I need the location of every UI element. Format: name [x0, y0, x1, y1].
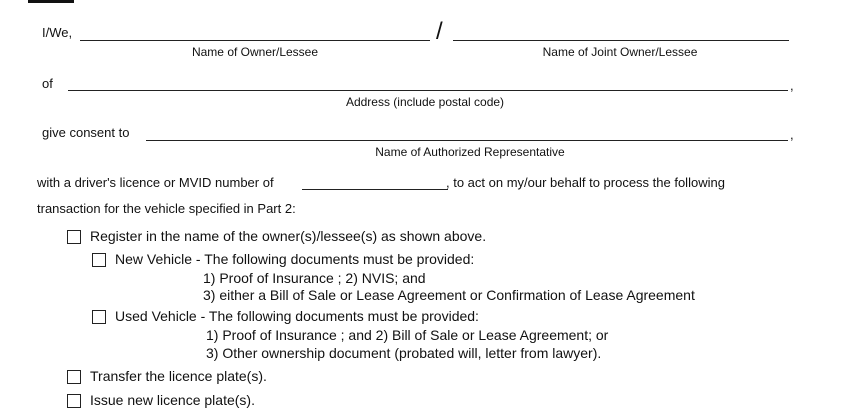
address-comma: ,	[790, 78, 794, 93]
iwe-label: I/We,	[42, 25, 73, 40]
used-vehicle-label: Used Vehicle - The following documents must be provided:	[115, 308, 479, 324]
slash-separator: /	[436, 18, 443, 45]
used-vehicle-doc-line-2: 3) Other ownership document (probated will, letter from lawyer).	[206, 345, 602, 361]
new-vehicle-doc-line-1: 1) Proof of Insurance ; 2) NVIS; and	[203, 270, 426, 286]
of-label: of	[42, 76, 53, 91]
header-bar	[28, 0, 74, 3]
new-vehicle-doc-line-2: 3) either a Bill of Sale or Lease Agreement or Confirmation of Lease Agreement	[203, 287, 695, 303]
used-vehicle-doc-line-1: 1) Proof of Insurance ; and 2) Bill of Sale or Lease Agreement; or	[206, 327, 609, 343]
representative-field[interactable]	[146, 140, 788, 141]
joint-owner-name-field[interactable]	[453, 40, 789, 41]
owner-name-field[interactable]	[80, 40, 430, 41]
transfer-plate-label: Transfer the licence plate(s).	[90, 368, 267, 384]
used-vehicle-checkbox[interactable]	[92, 310, 106, 324]
consent-label: give consent to	[42, 125, 130, 140]
issue-plate-checkbox[interactable]	[67, 394, 81, 408]
joint-owner-caption: Name of Joint Owner/Lessee	[542, 45, 698, 59]
issue-plate-label: Issue new licence plate(s).	[90, 392, 255, 408]
act-text: , to act on my/our behalf to process the following	[446, 175, 725, 190]
licence-text: with a driver's licence or MVID number of	[37, 175, 274, 190]
owner-caption: Name of Owner/Lessee	[191, 45, 319, 59]
address-field[interactable]	[68, 90, 788, 91]
representative-comma: ,	[790, 127, 794, 142]
transfer-plate-checkbox[interactable]	[67, 370, 81, 384]
register-label: Register in the name of the owner(s)/lessee(s) as shown above.	[90, 228, 487, 244]
new-vehicle-label: New Vehicle - The following documents must be provided:	[115, 251, 475, 267]
licence-number-field[interactable]	[302, 189, 448, 190]
address-caption: Address (include postal code)	[345, 95, 505, 109]
representative-caption: Name of Authorized Representative	[375, 145, 565, 159]
transaction-text: transaction for the vehicle specified in Part 2:	[37, 201, 296, 216]
register-checkbox[interactable]	[67, 230, 81, 244]
new-vehicle-checkbox[interactable]	[92, 253, 106, 267]
